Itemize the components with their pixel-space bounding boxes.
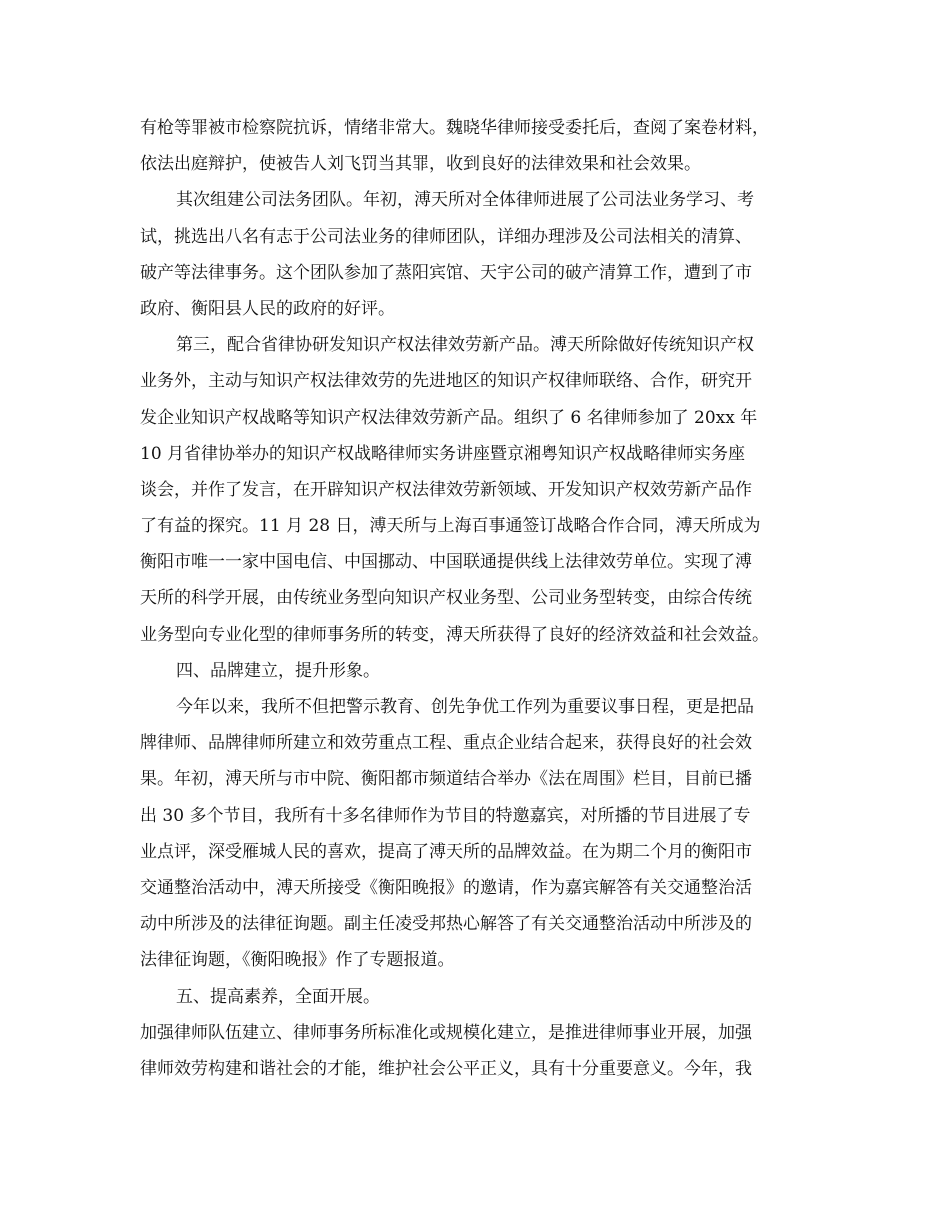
text-line: 政府、衡阳县人民的政府的好评。 (140, 298, 395, 319)
text-line: 加强律师队伍建立、律师事务所标准化或规模化建立，是推进律师事业开展，加强 (140, 1022, 752, 1043)
text-line: 交通整治活动中，溥天所接受《衡阳晚报》的邀请，作为嘉宾解答有关交通整治活 (140, 877, 752, 898)
text-line: 出 30 多个节目，我所有十多名律师作为节目的特邀嘉宾，对所播的节目进展了专 (140, 805, 751, 826)
text-line: 果。年初，溥天所与市中院、衡阳都市频道结合举办《法在周围》栏目，目前已播 (140, 769, 752, 790)
text-line: 其次组建公司法务团队。年初，溥天所对全体律师进展了公司法业务学习、考 (176, 190, 754, 211)
text-line: 动中所涉及的法律征询题。副主任凌受邦热心解答了有关交通整治活动中所涉及的 (140, 914, 752, 935)
text-line: 试，挑选出八名有志于公司法业务的律师团队，详细办理涉及公司法相关的清算、 (140, 226, 752, 247)
text-line: 发企业知识产权战略等知识产权法律效劳新产品。组织了 6 名律师参加了 20xx 年 (140, 407, 758, 428)
text-line: 法律征询题，《衡阳晚报》作了专题报道。 (140, 950, 455, 971)
text-line: 今年以来，我所不但把警示教育、创先争优工作列为重要议事日程，更是把品 (176, 697, 754, 717)
text-line: 律师效劳构建和谐社会的才能，维护社会公平正义，具有十分重要意义。今年，我 (140, 1058, 752, 1079)
text-line: 五、提高素养，全面开展。 (176, 986, 380, 1007)
text-line: 10 月省律协举办的知识产权战略律师实务讲座暨京湘粤知识产权战略律师实务座 (140, 443, 746, 464)
text-line: 业点评，深受雁城人民的喜欢，提高了溥天所的品牌效益。在为期二个月的衡阳市 (140, 841, 752, 862)
text-line: 谈会，并作了发言，在开辟知识产权法律效劳新领域、开发知识产权效劳新产品作 (140, 479, 752, 500)
text-line: 了有益的探究。11 月 28 日，溥天所与上海百事通签订战略合作合同，溥天所成为 (140, 516, 761, 537)
text-line: 有枪等罪被市检察院抗诉，情绪非常大。魏晓华律师接受委托后，查阅了案卷材料， (140, 118, 769, 138)
text-line: 牌律师、品牌律师所建立和效劳重点工程、重点企业结合起来，获得良好的社会效 (140, 733, 752, 754)
text-line: 依法出庭辩护，使被告人刘飞罚当其罪，收到良好的法律效果和社会效果。 (140, 154, 701, 175)
text-line: 衡阳市唯一一家中国电信、中国挪动、中国联通提供线上法律效劳单位。实现了溥 (140, 552, 752, 573)
text-line: 天所的科学开展，由传统业务型向知识产权业务型、公司业务型转变，由综合传统 (140, 588, 752, 609)
text-line: 破产等法律事务。这个团队参加了蒸阳宾馆、天宇公司的破产清算工作，遭到了市 (140, 262, 752, 283)
text-line: 业务型向专业化型的律师事务所的转变，溥天所获得了良好的经济效益和社会效益。 (140, 624, 769, 645)
text-line: 四、品牌建立，提升形象。 (176, 660, 380, 681)
body-text (140, 110, 830, 1087)
text-line: 第三，配合省律协研发知识产权法律效劳新产品。溥天所除做好传统知识产权 (176, 335, 754, 356)
text-line: 业务外，主动与知识产权法律效劳的先进地区的知识产权律师联络、合作，研究开 (140, 371, 752, 392)
